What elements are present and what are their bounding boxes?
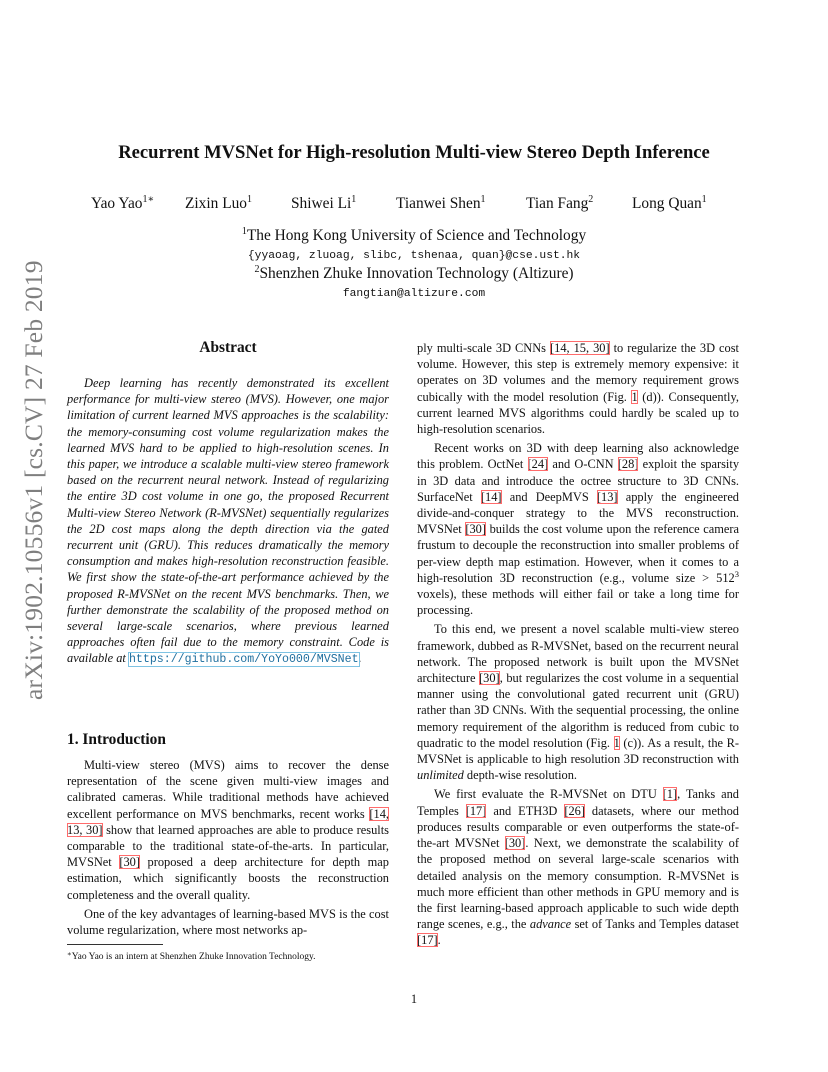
affiliation-2-email: fangtian@altizure.com [342,288,486,300]
citation-link[interactable]: [1] [662,787,678,802]
citation-link[interactable]: [30] [465,522,486,537]
intro-paragraph-1: Multi-view stereo (MVS) aims to recover the dense representation of the scene given multi-view images and calibrated cameras. While traditional methods have achieved excellent performance on MVS benchmarks, recent works [14, 13, 30] show that learned approaches are able to produce results comparable to the traditional state-of-the-arts. In particular, MVSNet [30] proposed a deep architecture for depth map estimation, which significantly boosts the reconstruction completeness and the overall quality. [67,758,389,902]
citation-link[interactable]: [24] [527,457,549,472]
affiliation-1: $^1$The Hong Kong University of Science and Technology [241,226,587,244]
intro-paragraph-3: Recent works on 3D with deep learning also acknowledge this problem. OctNet [24] and O-CNN [28] exploit the sparsity in 3D data and introduce the octree structure to 3D CNNs. SurfaceNet [14] and DeepMVS [13] apply the engineered divide-and-conquer strategy to the MVS reconstruction. MVSNet [30] builds the cost volume upon the reference camera frustum to decouple the reconstruction into smaller problems of per-view depth map estimation. However, when it comes to a high-resolution 3D reconstruction (e.g., volume size > $512^3$ voxels), these methods will either fail or take a long time for processing. [417,441,740,618]
code-link[interactable]: https://github.com/YoYo000/MVSNet [128,653,359,667]
author-3: Shiwei Li$^1$ [291,194,357,212]
section-heading-introduction: 1. Introduction [67,731,166,748]
citation-link[interactable]: [30] [504,836,526,851]
citation-link[interactable]: [14, 13, 30] [67,806,389,837]
citation-link[interactable]: [17] [465,803,487,818]
affiliation-1-email: {yyaoag, zluoag, slibc, tshenaa, quan}@cse.ust.hk [247,250,581,262]
arxiv-identifier: arXiv:1902.10556v1 [cs.CV] 27 Feb 2019 [19,260,48,700]
citation-link[interactable]: [17] [417,933,438,948]
intro-right-column [417,340,739,952]
page-number: 1 [410,992,418,1006]
intro-paragraph-continued: ply multi-scale 3D CNNs [14, 15, 30] to regularize the 3D cost volume. However, this step is extremely memory expensive: it operates on 3D volumes and the memory requirement grows cubically with the model resolution (Fig. 1 (d)). Consequently, current learned MVS algorithms could hardly be scaled up to high-resolution scenarios. [417,341,739,437]
figure-link[interactable]: 1 [631,389,638,404]
abstract-body: Deep learning has recently demonstrated its excellent performance for multi-view stereo (MVS). However, one major limitation of current learned MVS approaches is the scalability: the memory-consuming cost volume regularization makes the learned MVS hard to be applied to high-resolution scenes. In this paper, we introduce a scalable multi-view stereo framework based on the recurrent neural network. Instead of regularizing the entire 3D cost volume in one go, the proposed Recurrent Multi-view Stereo Network (R-MVSNet) sequentially regularizes the 2D cost maps along the depth direction via the gated recurrent unit (GRU). This reduces dramatically the memory consumption and makes high-resolution reconstruction feasible. We first show the state-of-the-art performance achieved by the proposed R-MVSNet on the recent MVS benchmarks. Then, we further demonstrate the scalability of the proposed method on several large-scale scenarios, where previous learned approaches often fail due to the memory constraint. Code is available at https://github.com/YoYo000/MVSNet. [67,376,389,667]
intro-left-column [67,757,389,941]
author-1: Yao Yao$^{1∗}$ [91,194,155,212]
citation-link[interactable]: [14] [480,489,502,504]
citation-link[interactable]: [30] [479,671,500,686]
figure-link[interactable]: 1 [613,735,620,750]
author-4: Tianwei Shen$^1$ [396,194,486,212]
footnote: ∗Yao Yao is an intern at Shenzhen Zhuke Innovation Technology. [67,950,316,962]
author-2: Zixin Luo$^1$ [185,194,252,212]
affiliation-2: $^2$Shenzhen Zhuke Innovation Technology (Altizure) [254,264,574,282]
citation-link[interactable]: [26] [564,803,585,818]
citation-link[interactable]: [14, 15, 30] [550,341,610,355]
author-5: Tian Fang$^2$ [526,194,594,212]
abstract-heading: Abstract [199,339,257,356]
footnote-rule [67,944,163,945]
author-6: Long Quan$^1$ [632,194,707,212]
citation-link[interactable]: [28] [617,457,639,472]
citation-link[interactable]: [13] [596,489,618,504]
intro-paragraph-2: One of the key advantages of learning-based MVS is the cost volume regularization, where most networks ap- [67,906,389,938]
citation-link[interactable]: [30] [119,855,140,870]
intro-paragraph-5: We first evaluate the R-MVSNet on DTU [1], Tanks and Temples [17] and ETH3D [26] datasets, where our method produces results comparable or even outperforms the state-of-the-art MVSNet [30]. Next, we demonstrate the scalability of the proposed method on several large-scale scenarios with detailed analysis on the memory consumption. R-MVSNet is much more efficient than other methods in GPU memory and is the first learning-based approach applicable to such wide depth range scenes, e.g., the advance set of Tanks and Temples dataset [17]. [417,787,740,948]
paper-title: Recurrent MVSNet for High-resolution Multi-view Stereo Depth Inference [118,142,710,163]
intro-paragraph-4: To this end, we present a novel scalable multi-view stereo framework, dubbed as R-MVSNet, based on the recurrent neural network. The proposed network is built upon the MVSNet architecture [30], but regularizes the cost volume in a sequential manner using the convolutional gated recurrent unit (GRU) rather than 3D CNNs. With the sequential processing, the online memory requirement of the algorithm is reduced from cubic to quadratic to the model resolution (Fig. 1 (c)). As a result, the R-MVSNet is applicable to high resolution 3D reconstruction with unlimited depth-wise resolution. [417,622,739,783]
